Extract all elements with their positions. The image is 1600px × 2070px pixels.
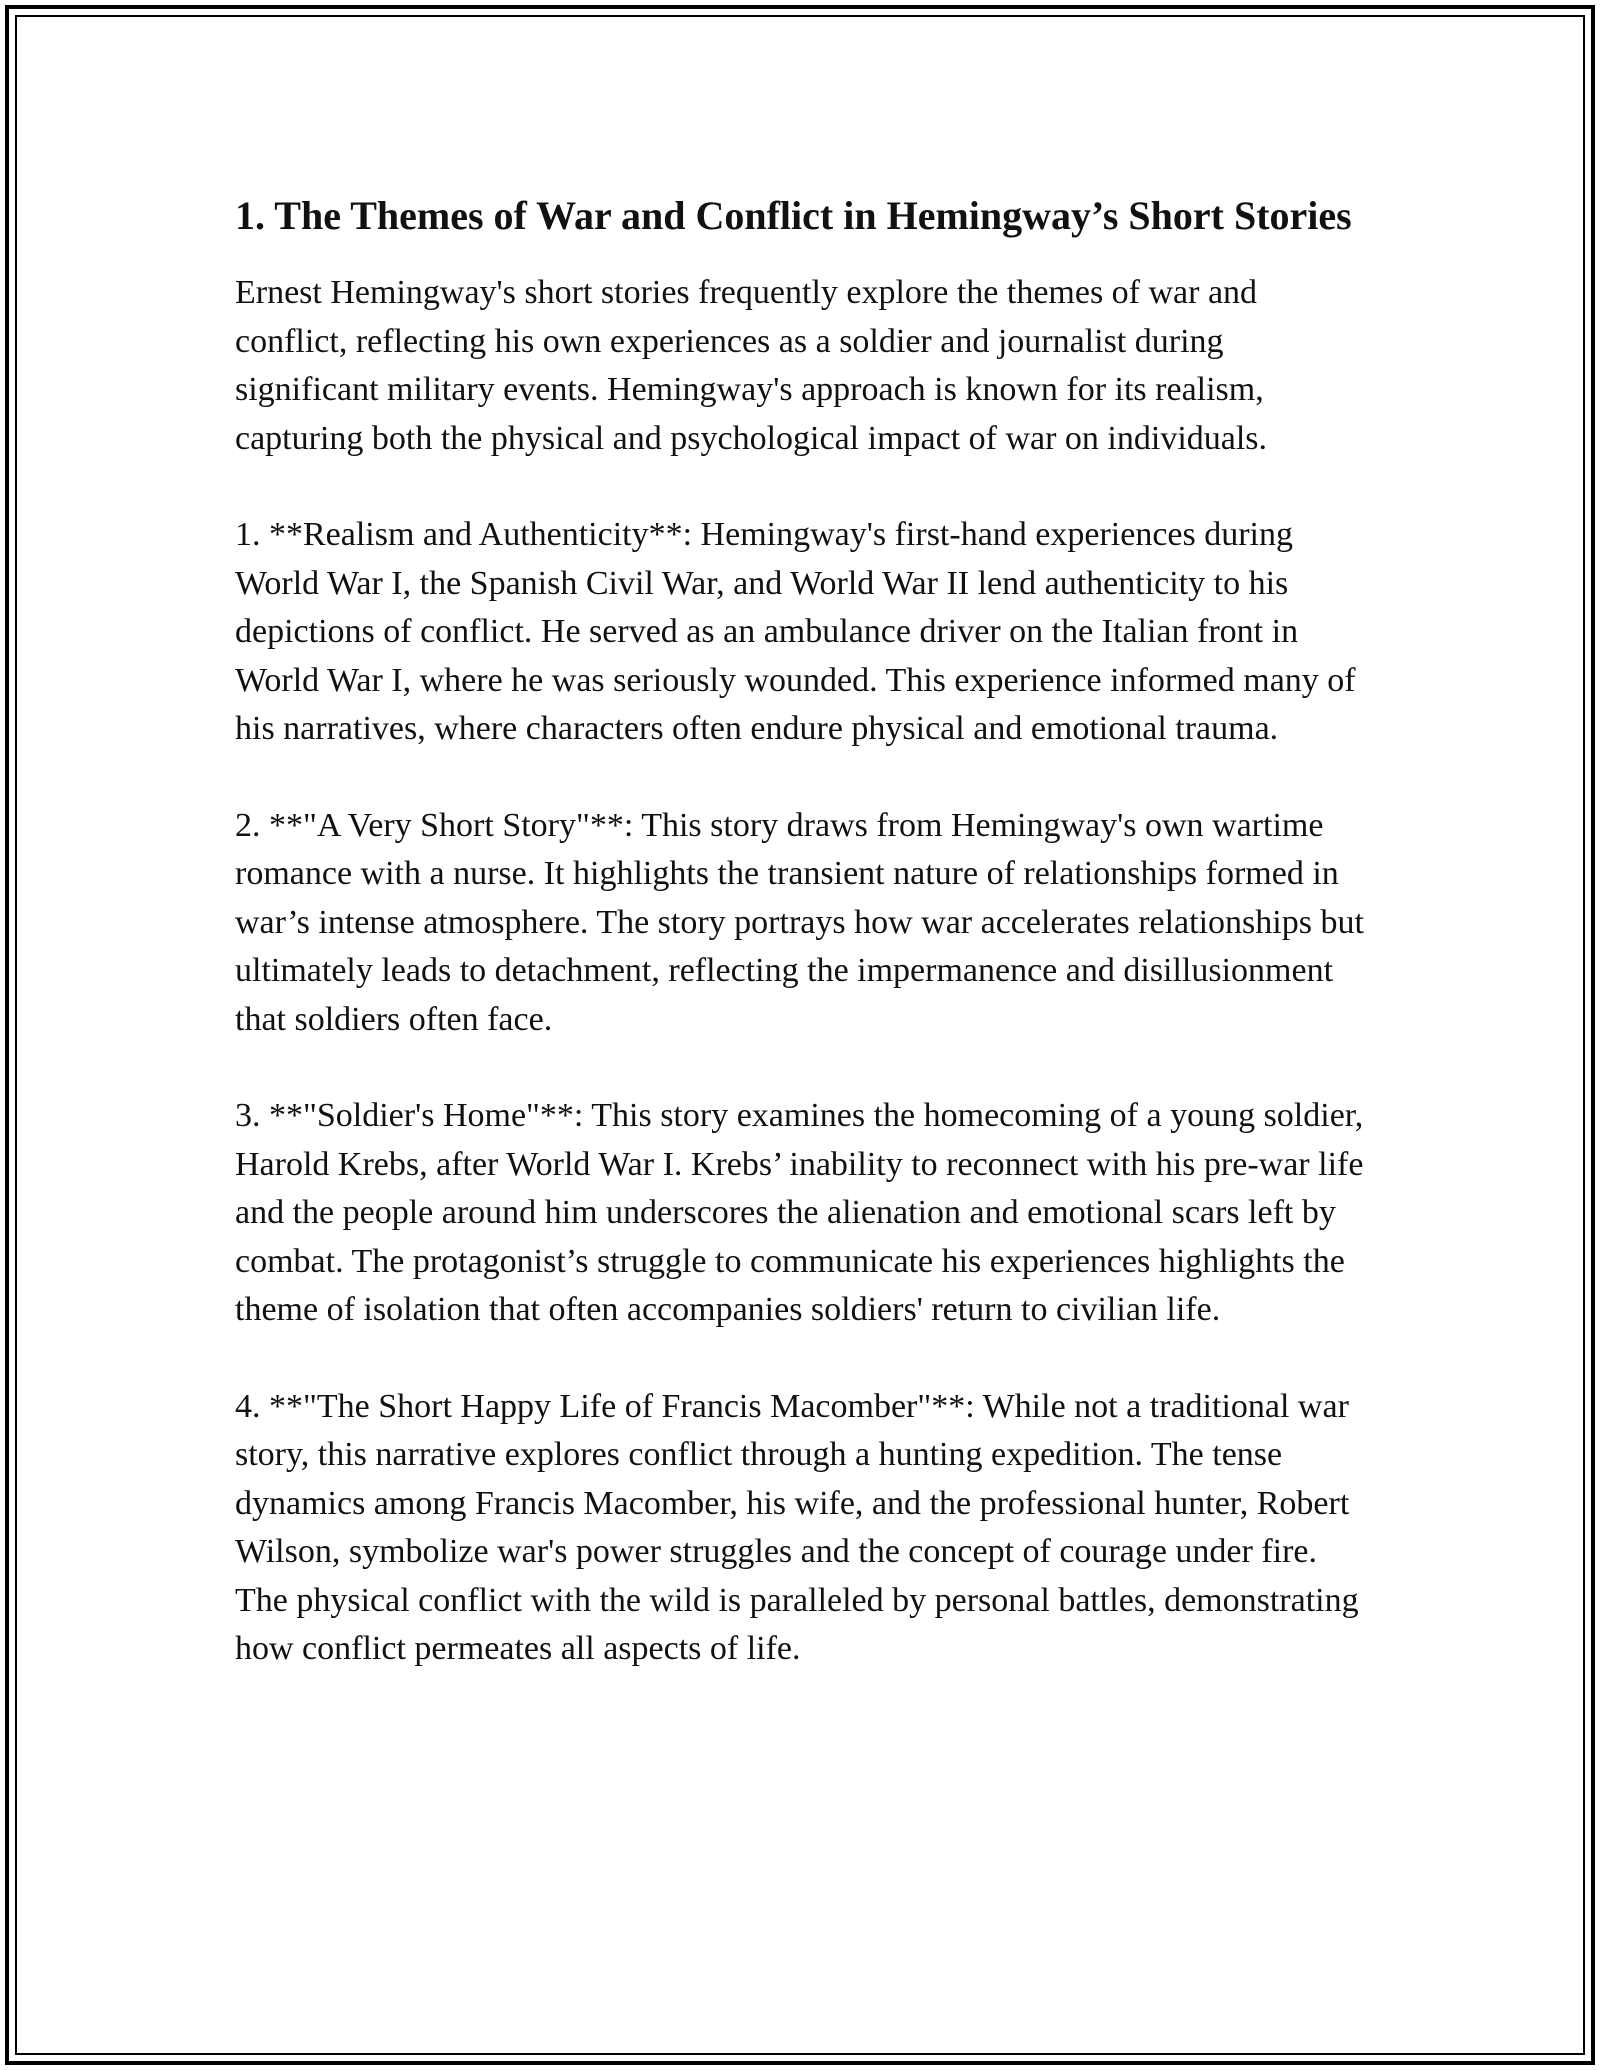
intro-paragraph: Ernest Hemingway's short stories frequently explore the themes of war and conflict, reflecting his own experiences as a soldier and journalist during significant military events. Hemingway's approach is known for its realism, capturing both the physical and psychological impact of war on individuals.	[235, 274, 1268, 457]
point-macomber-paragraph: 4. **"The Short Happy Life of Francis Macomber"**: While not a traditional war story, this narrative explores conflict through a hunting expedition. The tense dynamics among Francis Macomber, his wife, and the professional hunter, Robert Wilson, symbolize war's power struggles and the concept of courage under fire. The physical conflict with the wild is paralleled by personal battles, demonstrating how conflict permeates all aspects of life.	[235, 1387, 1359, 1667]
point-soldiers-home-paragraph: 3. **"Soldier's Home"**: This story examines the homecoming of a young soldier, Harold Krebs, after World War I. Krebs’ inability to reconnect with his pre-war life and the people around him underscores the alienation and emotional scars left by combat. The protagonist’s struggle to communicate his experiences highlights the theme of isolation that often accompanies soldiers' return to civilian life.	[235, 1097, 1364, 1328]
section-heading: 1. The Themes of War and Conflict in Hemingway’s Short Stories	[235, 193, 1352, 238]
point-very-short-story-paragraph: 2. **"A Very Short Story"**: This story draws from Hemingway's own wartime romance with a nurse. It highlights the transient nature of relationships formed in war’s intense atmosphere. The story portrays how war accelerates relationships but ultimately leads to detachment, reflecting the impermanence and disillusionment that soldiers often face.	[235, 806, 1364, 1038]
document-body	[235, 188, 1370, 1722]
point-realism-paragraph: 1. **Realism and Authenticity**: Hemingway's first-hand experiences during World War I, the Spanish Civil War, and World War II lend authenticity to his depictions of conflict. He served as an ambulance driver on the Italian front in World War I, where he was seriously wounded. This experience informed many of his narratives, where characters often endure physical and emotional trauma.	[235, 516, 1356, 747]
